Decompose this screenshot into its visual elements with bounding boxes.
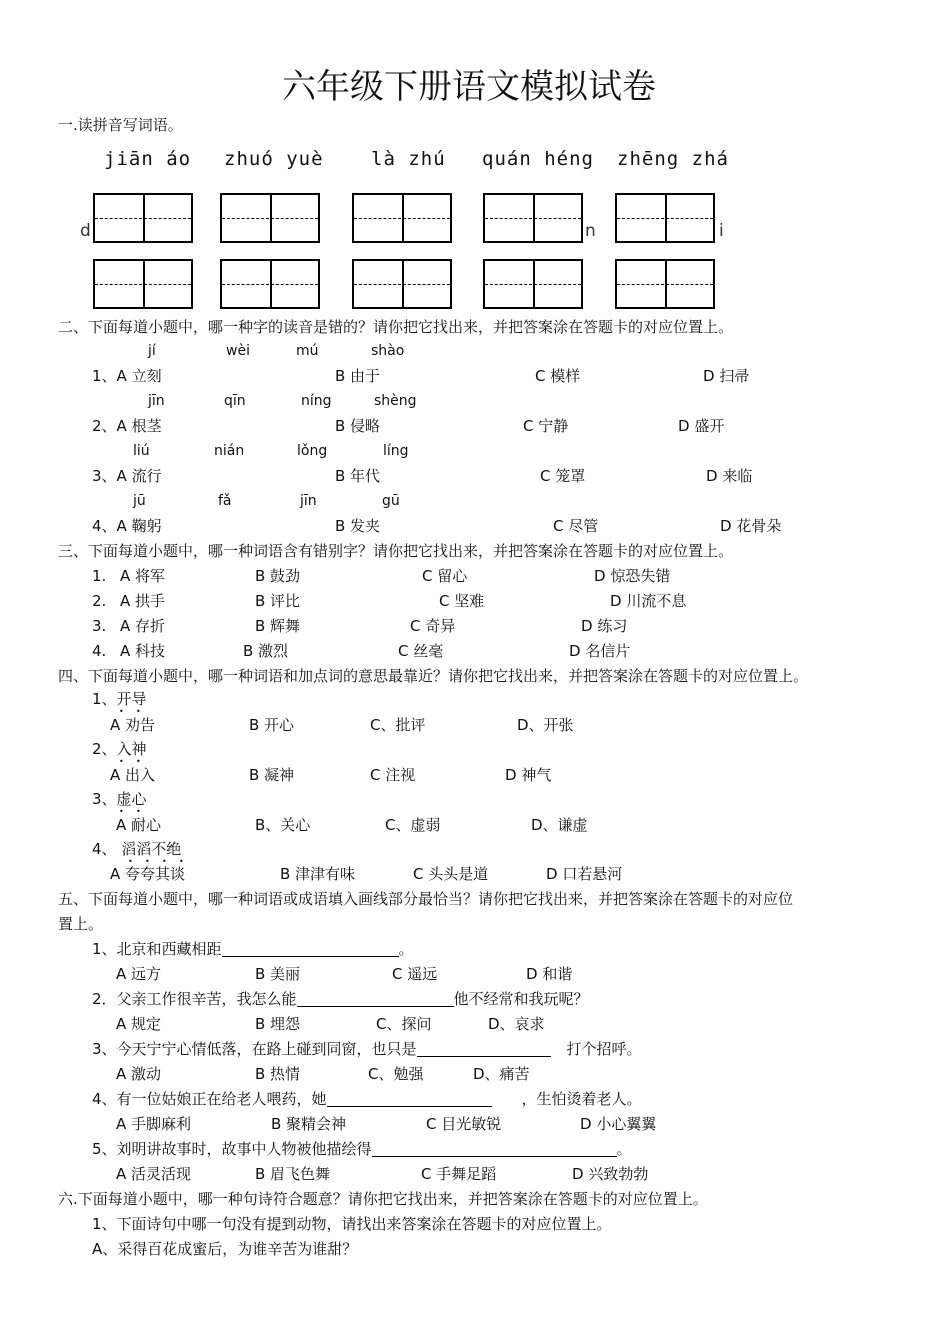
section-5-heading-cont: 置上。 — [58, 915, 104, 933]
pinyin-4: quán héng — [482, 148, 594, 170]
writing-grid[interactable] — [93, 259, 193, 309]
option-a: A 耐心 — [116, 816, 162, 834]
emphasis-dot: • — [136, 707, 141, 716]
option-d: D 和谐 — [526, 965, 573, 983]
option-c: C 坚难 — [439, 592, 485, 610]
pinyin-2: zhuó yuè — [224, 148, 324, 170]
option-b: B 聚精会神 — [271, 1115, 347, 1133]
emphasis-dot: • — [136, 757, 141, 766]
option-a: A 夸夸其谈 — [110, 865, 186, 883]
option-b: B 辉舞 — [255, 617, 301, 635]
pinyin-hint: nián — [214, 443, 245, 459]
option-a: A 手脚麻利 — [116, 1115, 192, 1133]
question-number: 2. — [92, 592, 107, 610]
option-d: D 名信片 — [569, 642, 631, 660]
question-word: 1、开导 — [92, 690, 147, 708]
option-a: 3、A 流行 — [92, 467, 162, 485]
section-4-heading: 四、下面每道小题中，哪一种词语和加点词的意思最靠近？请你把它找出来，并把答案涂在答题卡的对应位置上。 — [58, 667, 809, 685]
option-a: A 出入 — [110, 766, 156, 784]
pinyin-3: là zhú — [371, 148, 446, 170]
option-c: C 宁静 — [523, 417, 569, 435]
option-b: B 凝神 — [249, 766, 295, 784]
pinyin-hint: gū — [382, 493, 400, 509]
option-b: B 侵略 — [335, 417, 381, 435]
option-c: C 尽管 — [553, 517, 599, 535]
emphasis-dot: • — [136, 807, 141, 816]
option-c: C 注视 — [370, 766, 416, 784]
answer-blank[interactable] — [327, 1092, 492, 1107]
option-b: B 年代 — [335, 467, 381, 485]
writing-grid[interactable] — [615, 259, 715, 309]
answer-blank[interactable] — [372, 1142, 617, 1157]
question-word: 2、入神 — [92, 740, 147, 758]
option-d: D、痛苦 — [473, 1065, 530, 1083]
stray-letter: n — [585, 221, 596, 241]
question-6-1: 1、下面诗句中哪一句没有提到动物，请找出来答案涂在答题卡的对应位置上。 — [92, 1215, 612, 1233]
question-word: 4、 滔滔不绝 — [92, 840, 182, 858]
option-d: D 小心翼翼 — [580, 1115, 657, 1133]
section-3-heading: 三、下面每道小题中，哪一种词语含有错别字？请你把它找出来，并把答案涂在答题卡的对应位置上。 — [58, 542, 734, 560]
stray-letter: d — [80, 221, 91, 241]
option-d: D 花骨朵 — [720, 517, 782, 535]
option-b: B 开心 — [249, 716, 295, 734]
pinyin-hint: shào — [371, 343, 405, 359]
option-d: D 来临 — [706, 467, 753, 485]
option-b: B 眉飞色舞 — [255, 1165, 331, 1183]
pinyin-hint: jū — [133, 493, 146, 509]
option-d: D、谦虚 — [531, 816, 588, 834]
emphasis-dot: • — [128, 857, 133, 866]
pinyin-hint: liú — [133, 443, 150, 459]
pinyin-hint: jí — [148, 343, 156, 359]
option-b: B 激烈 — [243, 642, 289, 660]
emphasis-dot: • — [179, 857, 184, 866]
emphasis-dot: • — [145, 857, 150, 866]
writing-grid[interactable] — [483, 193, 583, 243]
option-c: C 模样 — [535, 367, 581, 385]
option-a: A 激动 — [116, 1065, 162, 1083]
option-c: C、批评 — [370, 716, 426, 734]
option-b: B 鼓劲 — [255, 567, 301, 585]
pinyin-hint: qīn — [224, 393, 246, 409]
option-a: A 科技 — [120, 642, 166, 660]
pinyin-hint: wèi — [226, 343, 250, 359]
answer-blank[interactable] — [222, 942, 399, 957]
pinyin-1: jiān áo — [104, 148, 192, 170]
question-number: 3. — [92, 617, 107, 635]
option-a: A 远方 — [116, 965, 162, 983]
writing-grid[interactable] — [352, 259, 452, 309]
pinyin-hint: líng — [383, 443, 409, 459]
option-c: C 笼罩 — [540, 467, 586, 485]
option-c: C 手舞足蹈 — [421, 1165, 497, 1183]
option-c: C 奇异 — [410, 617, 456, 635]
pinyin-hint: lǒng — [297, 443, 328, 459]
option-d: D、哀求 — [488, 1015, 545, 1033]
page-title: 六年级下册语文模拟试卷 — [282, 67, 656, 107]
option-a: A 劝告 — [110, 716, 156, 734]
option-d: D 练习 — [581, 617, 628, 635]
option-d: D 盛开 — [678, 417, 725, 435]
emphasis-dot: • — [162, 857, 167, 866]
pinyin-hint: fǎ — [218, 493, 232, 509]
option-a: A 存折 — [120, 617, 166, 635]
pinyin-hint: jīn — [300, 493, 317, 509]
option-d: D 口若悬河 — [546, 865, 623, 883]
option-b: B 由于 — [335, 367, 381, 385]
pinyin-hint: shèng — [374, 393, 417, 409]
writing-grid[interactable] — [220, 193, 320, 243]
answer-blank[interactable] — [297, 992, 454, 1007]
option-a: 4、A 鞠躬 — [92, 517, 162, 535]
option-c: C 遥远 — [392, 965, 438, 983]
option-c: C、虚弱 — [385, 816, 441, 834]
fill-question: 3、今天宁宁心情低落，在路上碰到同窗，也只是 打个招呼。 — [92, 1040, 642, 1058]
question-word: 3、虚心 — [92, 790, 147, 808]
option-a: 2、A 根茎 — [92, 417, 162, 435]
fill-question: 4、有一位姑娘正在给老人喂药，她 ，生怕烫着老人。 — [92, 1090, 642, 1108]
emphasis-dot: • — [119, 807, 124, 816]
pinyin-hint: mú — [296, 343, 319, 359]
section-2-heading: 二、下面每道小题中，哪一种字的读音是错的？请你把它找出来，并把答案涂在答题卡的对应位置上。 — [58, 318, 734, 336]
option-d: D 扫帚 — [703, 367, 750, 385]
fill-question: 1、北京和西藏相距 。 — [92, 940, 414, 958]
option-b: B 评比 — [255, 592, 301, 610]
option-d: D、开张 — [517, 716, 574, 734]
option-c: C、勉强 — [368, 1065, 424, 1083]
option-d: D 兴致勃勃 — [572, 1165, 649, 1183]
option-b: B 津津有味 — [280, 865, 356, 883]
emphasis-dot: • — [119, 707, 124, 716]
option-c: C 丝毫 — [398, 642, 444, 660]
writing-grid[interactable] — [93, 193, 193, 243]
option-b: B、关心 — [255, 816, 311, 834]
option-a: 1、A 立刻 — [92, 367, 162, 385]
option-b: B 热情 — [255, 1065, 301, 1083]
pinyin-hint: níng — [301, 393, 332, 409]
fill-question: 2．父亲工作很辛苦，我怎么能 他不经常和我玩呢？ — [92, 990, 589, 1008]
option-c: C 留心 — [422, 567, 468, 585]
option-a: A 拱手 — [120, 592, 166, 610]
option-d: D 惊恐失错 — [594, 567, 671, 585]
option-a: A 规定 — [116, 1015, 162, 1033]
pinyin-5: zhēng zhá — [617, 148, 729, 170]
option-c: C、探问 — [376, 1015, 432, 1033]
option-b: B 美丽 — [255, 965, 301, 983]
pinyin-hint: jīn — [148, 393, 165, 409]
question-number: 4. — [92, 642, 107, 660]
question-number: 1. — [92, 567, 107, 585]
emphasis-dot: • — [119, 757, 124, 766]
writing-grid[interactable] — [352, 193, 452, 243]
fill-question: 5、刘明讲故事时，故事中人物被他描绘得 。 — [92, 1140, 632, 1158]
option-a: A 活灵活现 — [116, 1165, 192, 1183]
option-a: A、采得百花成蜜后，为谁辛苦为谁甜？ — [92, 1240, 358, 1258]
section-6-heading: 六.下面每道小题中，哪一种句诗符合题意？请你把它找出来，并把答案涂在答题卡的对应位置上。 — [58, 1190, 708, 1208]
option-a: A 将军 — [120, 567, 166, 585]
section-1-heading: 一.读拼音写词语。 — [58, 116, 183, 134]
answer-blank[interactable] — [417, 1042, 551, 1057]
option-b: B 发夹 — [335, 517, 381, 535]
option-b: B 埋怨 — [255, 1015, 301, 1033]
option-d: D 川流不息 — [610, 592, 687, 610]
writing-grid[interactable] — [483, 259, 583, 309]
stray-letter: i — [719, 221, 724, 241]
writing-grid[interactable] — [220, 259, 320, 309]
option-c: C 目光敏锐 — [426, 1115, 502, 1133]
writing-grid[interactable] — [615, 193, 715, 243]
section-5-heading: 五、下面每道小题中，哪一种词语或成语填入画线部分最恰当？请你把它找出来，并把答案涂在答题卡的对应位 — [58, 890, 794, 908]
option-c: C 头头是道 — [413, 865, 489, 883]
option-d: D 神气 — [505, 766, 552, 784]
